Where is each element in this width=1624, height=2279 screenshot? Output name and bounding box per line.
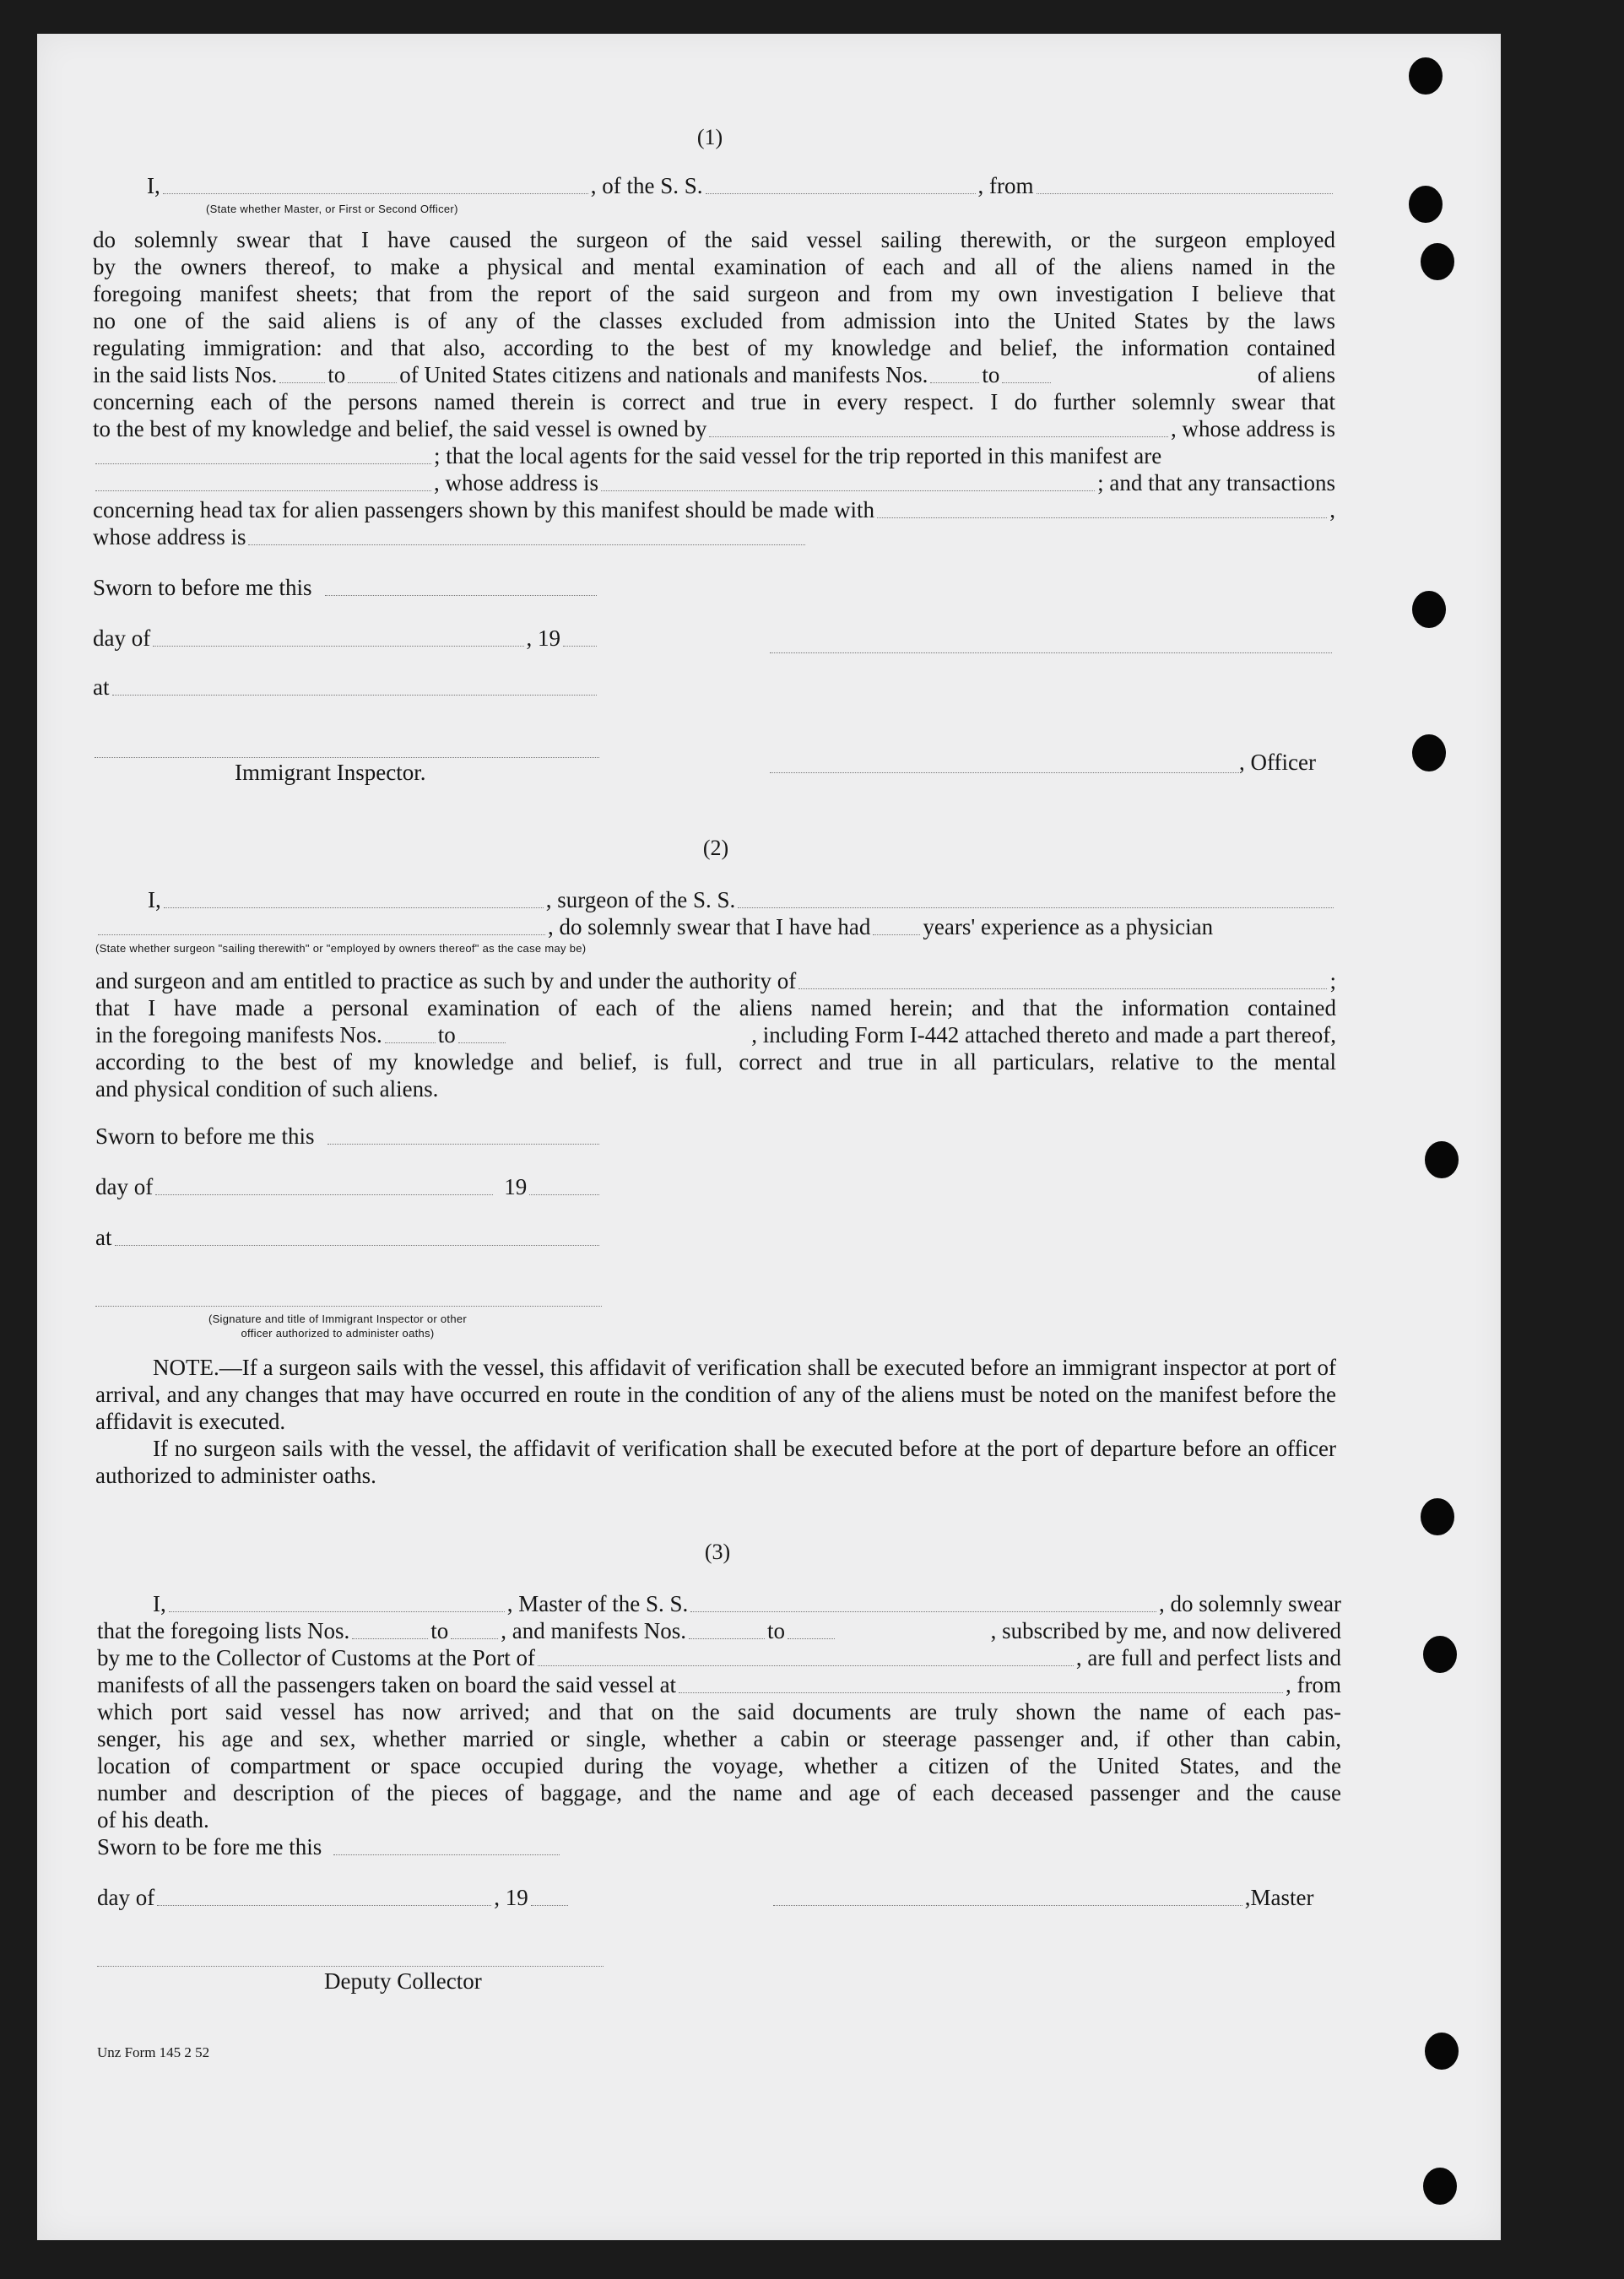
surgeon-name-field[interactable] [164, 889, 544, 908]
section-2-paragraph: and surgeon and am entitled to practice as such by and under the authority of ; that I have made a personal examination of each of the aliens named herein; and that the information contained in the foregoing manifests Nos. to , including Form I-442 attached thereto and made a part thereof, according to the best of my knowledge and belief, is full, correct and true in all particulars, relative to the mental and physical condition of such aliens. [95, 968, 1336, 1102]
at-row-1: at [93, 674, 599, 701]
master-line-3: I, , Master of the S. S. , do solemnly swear [153, 1591, 1341, 1616]
at-row-2: at [95, 1224, 602, 1251]
sworn-place-field[interactable] [112, 676, 598, 696]
sworn-year-field[interactable] [563, 627, 597, 647]
experience-line: , do solemnly swear that I have had years' experience as a physician [95, 913, 1336, 940]
from-port-field[interactable] [1037, 175, 1334, 194]
officer-signature-line[interactable] [770, 771, 1239, 773]
note-paragraph-2: If no surgeon sails with the vessel, the affidavit of verification shall be executed before at the port of departure before an officer authorized to administer oaths. [95, 1436, 1336, 1488]
officer-name-field[interactable] [163, 175, 588, 194]
head-tax-line: concerning head tax for alien passengers shown by this manifest should be made with , [93, 497, 1335, 522]
master-name-field[interactable] [169, 1593, 505, 1612]
binder-hole [1412, 734, 1446, 771]
sworn-day-field-3[interactable] [333, 1836, 560, 1855]
manifests-line: in the foregoing manifests Nos. to , including Form I-442 attached thereto and made a part thereof, [95, 1022, 1336, 1047]
sworn-row-3: Sworn to be fore me this [97, 1833, 1341, 1860]
list-to-field[interactable] [348, 364, 397, 383]
owner-field[interactable] [709, 418, 1168, 437]
binder-hole [1409, 186, 1443, 223]
binder-hole [1421, 1498, 1454, 1535]
lists-line-3: that the foregoing lists Nos. to , and manifests Nos. to , subscribed by me, and now delivered [97, 1618, 1341, 1643]
sworn-row-2: Sworn to before me this [95, 1123, 602, 1150]
section-3-body: I, , Master of the S. S. , do solemnly swear that the foregoing lists Nos. to , and manifests Nos. to , subscribed by me, and now delivered by me to the Collector of Customs at the Port of , are full and perfect lists and manifests of all the passengers taken on board the said vessel at , from which port said vessel has now arrived; and that on the said documents are truly shown the name of each pas- senger, his age and sex, whether married or single, whether a cabin or steerage passenger and, if other than cabin, location of compartment or space occupied during the voyage, whether a citizen of the United States, and the number and description of the pieces of baggage, and the name and age of each deceased passenger and the cause of his death. Sworn to be fore me this [97, 1591, 1341, 1859]
section-3-heading: (3) [704, 1540, 731, 1564]
signature-caption: (Signature and title of Immigrant Inspector or other officer authorized to administer oaths) [208, 1313, 468, 1340]
officer-label: , Officer [1239, 750, 1316, 775]
master-signature-line-3[interactable] [773, 1887, 1242, 1906]
years-experience-field[interactable] [873, 916, 920, 935]
inspector-signature-line[interactable] [95, 756, 599, 758]
lists-from-field-3[interactable] [352, 1620, 428, 1639]
section-1-heading: (1) [696, 125, 723, 149]
manifest-to-field[interactable] [1002, 364, 1051, 383]
sworn-month-field-3[interactable] [157, 1887, 491, 1906]
owner-line: to the best of my knowledge and belief, the said vessel is owned by , whose address is [93, 416, 1335, 441]
master-line: I, , of the S. S. , from [93, 172, 1335, 199]
surgeon-vessel-field[interactable] [738, 889, 1334, 908]
port-line: by me to the Collector of Customs at the Port of , are full and perfect lists and [97, 1645, 1341, 1670]
surgeon-status-field[interactable] [98, 916, 545, 935]
authority-field[interactable] [798, 970, 1327, 989]
port-field[interactable] [538, 1647, 1074, 1666]
binder-hole [1425, 1141, 1459, 1178]
surgeon-caption: (State whether surgeon "sailing therewith" or "employed by owners thereof" as the case may be) [95, 942, 587, 955]
manifests-from-field-3[interactable] [689, 1620, 765, 1639]
officer-caption: (State whether Master, or First or Second Officer) [206, 203, 458, 215]
section-1-paragraph: do solemnly swear that I have caused the surgeon of the said vessel sailing therewith, or the surgeon employed by the owners thereof, to make a physical and mental examination of each and all of the aliens named in the foregoing manifest sheets; that from the report of the said surgeon and from my own investigation I believe that no one of the said aliens is of any of the classes excluded from admission into the United States by the laws regulating immigration: and that also, according to the best of my knowledge and belief, the information contained in the said lists Nos. to of United States citizens and nationals and manifests Nos. to of aliens concerning each of the persons named therein is correct and true in every respect. I do further solemnly swear that to the best of my knowledge and belief, the said vessel is owned by , whose address is ; that the local agents for the said vessel for the trip reported in this manifest are , whose address is ; and that any transactions concerning head tax for alien passengers shown by this manifest should be made with , whose address is [93, 227, 1335, 549]
binder-hole [1423, 1636, 1457, 1673]
day-row-1: day of , 19 [93, 625, 599, 652]
head-tax-agent-field[interactable] [877, 499, 1327, 518]
sworn-place-field-2[interactable] [115, 1226, 600, 1246]
form-number: Unz Form 145 2 52 [97, 2044, 210, 2060]
deputy-signature-line[interactable] [97, 1965, 604, 1967]
binder-hole [1412, 591, 1446, 628]
sworn-year-field-3[interactable] [531, 1887, 568, 1906]
manifest-to-field-2[interactable] [458, 1024, 506, 1043]
sworn-month-field-2[interactable] [155, 1176, 493, 1195]
agents-field[interactable] [95, 472, 431, 491]
sworn-day-field[interactable] [325, 577, 597, 596]
day-row-3: day of , 19 ,Master [97, 1885, 1314, 1910]
sworn-year-field-2[interactable] [529, 1176, 599, 1195]
day-row-2: day of 19 [95, 1173, 602, 1200]
master-signature-line[interactable] [770, 652, 1332, 653]
binder-hole [1421, 243, 1454, 280]
manifest-from-field-2[interactable] [385, 1024, 436, 1043]
manifests-to-field-3[interactable] [788, 1620, 835, 1639]
boarding-line: manifests of all the passengers taken on board the said vessel at , from [97, 1672, 1341, 1697]
surgeon-line: I, , surgeon of the S. S. [95, 886, 1336, 913]
list-from-field[interactable] [279, 364, 325, 383]
boarding-port-field[interactable] [679, 1674, 1283, 1693]
binder-hole [1425, 2033, 1459, 2070]
binder-hole [1409, 57, 1443, 95]
manifest-from-field[interactable] [930, 364, 979, 383]
lists-to-field-3[interactable] [451, 1620, 498, 1639]
head-tax-address-line: whose address is [93, 523, 1335, 550]
binder-hole [1423, 2168, 1457, 2205]
agent-address-line: , whose address is ; and that any transactions [93, 469, 1335, 496]
section-2-heading: (2) [702, 836, 729, 860]
note-paragraph-1: NOTE.—If a surgeon sails with the vessel, this affidavit of verification shall be executed before an immigrant inspector at port of arrival, and any changes that may have occurred en route in the condition of any of the aliens must be noted on the manifest before the affidavit is executed. [95, 1355, 1336, 1434]
lists-line: in the said lists Nos. to of United States citizens and nationals and manifests Nos. to of aliens [93, 362, 1335, 387]
section-1-body [93, 172, 1335, 199]
master-vessel-field[interactable] [690, 1593, 1156, 1612]
inspector-signature-line-2[interactable] [95, 1305, 602, 1307]
agent-address-field[interactable] [601, 472, 1095, 491]
immigrant-inspector-label: Immigrant Inspector. [235, 760, 426, 785]
owner-address-field[interactable] [95, 445, 431, 464]
authority-line: and surgeon and am entitled to practice as such by and under the authority of ; [95, 968, 1336, 993]
head-tax-address-field[interactable] [248, 526, 805, 545]
vessel-name-field[interactable] [706, 175, 976, 194]
sworn-month-field[interactable] [153, 627, 523, 647]
sworn-day-field-2[interactable] [328, 1125, 599, 1145]
note-block [95, 1354, 1336, 1489]
section-2-body [95, 886, 1336, 940]
agents-line: ; that the local agents for the said vessel for the trip reported in this manifest are [93, 442, 1335, 469]
sworn-row-1: Sworn to before me this [93, 574, 599, 601]
deputy-collector-label: Deputy Collector [324, 1968, 482, 1994]
